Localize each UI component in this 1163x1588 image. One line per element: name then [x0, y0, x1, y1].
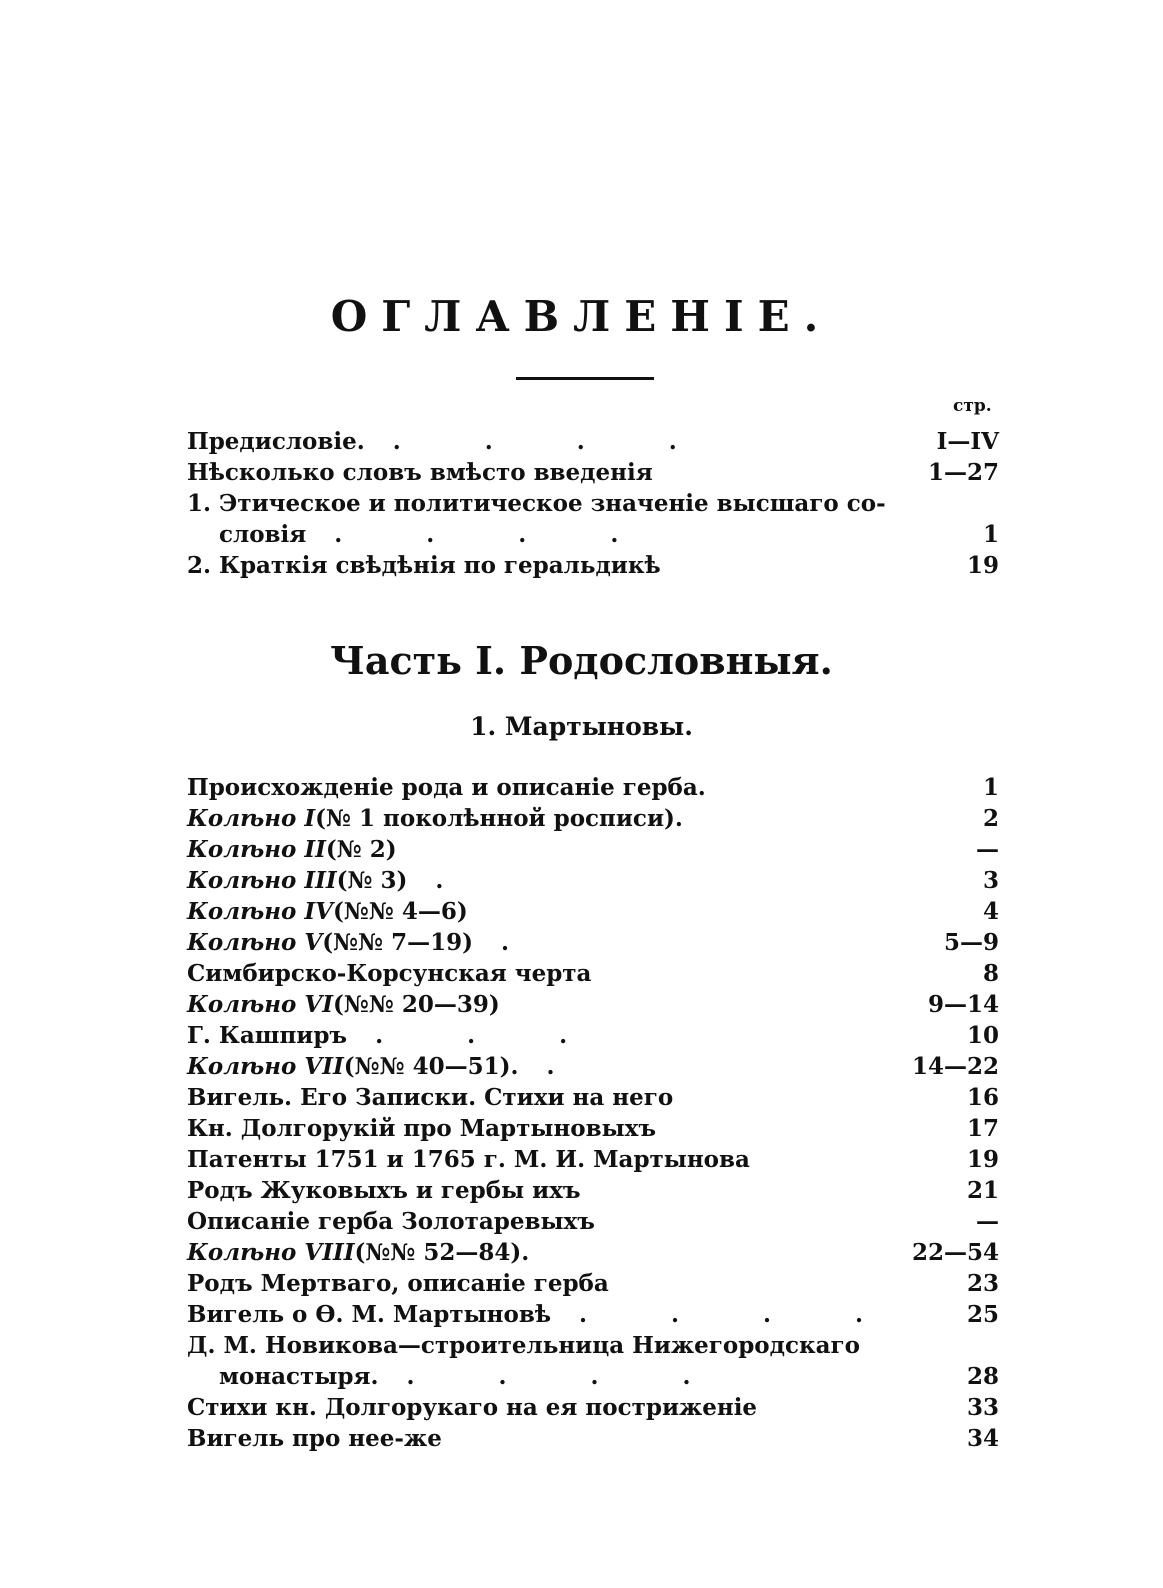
- toc-entry[interactable]: [187, 929, 999, 960]
- leader-dots: . . . .: [406, 1363, 729, 1390]
- page-number: 28: [966, 1363, 999, 1390]
- page-number: 16: [966, 1084, 999, 1111]
- leader-dots: .: [435, 867, 482, 894]
- page-number: 14—22: [911, 1053, 999, 1080]
- entry-title: Вигель про нее-же: [187, 1425, 442, 1452]
- leader-dots: .: [546, 1053, 593, 1080]
- leader-dots: . . .: [375, 1022, 606, 1049]
- page-column-label: стр.: [953, 396, 992, 416]
- toc-entry[interactable]: [187, 836, 999, 867]
- page-number: I—IV: [936, 428, 999, 455]
- page-number: 1: [982, 521, 999, 548]
- entry-title: Родъ Жуковыхъ и гербы ихъ: [187, 1177, 581, 1204]
- page-number: 1: [982, 774, 999, 801]
- entry-title: (№№ 7—19): [322, 929, 473, 956]
- entry-title: 1. Этическое и политическое значеніе высшаго со-: [187, 490, 886, 517]
- entry-title: Предисловіе.: [187, 428, 365, 455]
- section-title: 1. Мартыновы.: [470, 712, 693, 741]
- entry-prefix: Колѣно IV: [187, 898, 333, 925]
- page-number: 25: [966, 1301, 999, 1328]
- toc-entry[interactable]: [187, 867, 999, 898]
- entry-title: словія: [219, 521, 307, 548]
- toc-entry[interactable]: [187, 1301, 999, 1332]
- entry-title: (№№ 4—6): [332, 898, 468, 925]
- page-number: 1—27: [927, 459, 999, 486]
- entry-title: Г. Кашпиръ: [187, 1022, 348, 1049]
- title-divider: [516, 377, 654, 380]
- entry-title: 2. Краткія свѣдѣнія по геральдикѣ: [187, 552, 661, 579]
- entry-title: Вигель. Его Записки. Стихи на него: [187, 1084, 674, 1111]
- leader-dots: . . . .: [392, 428, 715, 455]
- toc-entry[interactable]: [187, 1177, 999, 1208]
- page-number: 5—9: [943, 929, 999, 956]
- toc-entry[interactable]: [187, 1363, 999, 1394]
- toc-entry[interactable]: [187, 1053, 999, 1084]
- page-number: 9—14: [927, 991, 999, 1018]
- entry-title: Д. М. Новикова—строительница Нижегородскаго: [187, 1332, 860, 1359]
- toc-entry[interactable]: [187, 1146, 999, 1177]
- toc-entry[interactable]: [187, 1022, 999, 1053]
- toc-entry[interactable]: [187, 428, 999, 459]
- entry-title: Патенты 1751 и 1765 г. М. И. Мартынова: [187, 1146, 750, 1173]
- entry-title: монастыря.: [219, 1363, 379, 1390]
- entry-title: Вигель о Ѳ. М. Мартыновѣ: [187, 1301, 552, 1328]
- toc-entry[interactable]: [187, 774, 999, 805]
- page-number: 3: [982, 867, 999, 894]
- toc-entry[interactable]: [187, 1270, 999, 1301]
- entry-title: (№ 1 поколѣнной росписи).: [315, 805, 683, 832]
- entry-prefix: Колѣно VII: [187, 1053, 344, 1080]
- part-title: Часть I. Родословныя.: [330, 638, 833, 683]
- toc-entry[interactable]: [187, 1208, 999, 1239]
- entry-title: Происхожденіе рода и описаніе герба.: [187, 774, 706, 801]
- page-number: 33: [966, 1394, 999, 1421]
- toc-entry[interactable]: [187, 1425, 999, 1456]
- entries-list: [187, 774, 999, 1456]
- page-number: —: [976, 836, 999, 863]
- page-number: 23: [966, 1270, 999, 1297]
- page-number: 10: [966, 1022, 999, 1049]
- entry-prefix: Колѣно III: [187, 867, 337, 894]
- toc-entry[interactable]: [187, 898, 999, 929]
- contents-heading: ОГЛАВЛЕНІЕ.: [330, 292, 833, 341]
- page-number: 22—54: [911, 1239, 999, 1266]
- entry-prefix: Колѣно VIII: [187, 1239, 355, 1266]
- toc-entry[interactable]: [187, 805, 999, 836]
- toc-entry[interactable]: [187, 1394, 999, 1425]
- leader-dots: . . . .: [579, 1301, 902, 1328]
- toc-entry[interactable]: [187, 459, 999, 490]
- leader-dots: .: [501, 929, 548, 956]
- entry-title: (№№ 40—51).: [343, 1053, 519, 1080]
- entry-title: Нѣсколько словъ вмѣсто введенія: [187, 459, 653, 486]
- entry-title: (№№ 20—39): [332, 991, 500, 1018]
- entry-prefix: Колѣно VI: [187, 991, 333, 1018]
- toc-entry[interactable]: [187, 1239, 999, 1270]
- page-number: —: [976, 1208, 999, 1235]
- page-number: 4: [982, 898, 999, 925]
- toc-entry[interactable]: [187, 960, 999, 991]
- page-number: 8: [982, 960, 999, 987]
- page-number: 19: [966, 552, 999, 579]
- entry-prefix: Колѣно V: [187, 929, 323, 956]
- page-number: 34: [966, 1425, 999, 1452]
- leader-dots: . . . .: [334, 521, 657, 548]
- toc-entry[interactable]: [187, 1084, 999, 1115]
- entry-title: (№ 2): [325, 836, 397, 863]
- entry-title: Симбирско-Корсунская черта: [187, 960, 592, 987]
- entry-title: Описаніе герба Золотаревыхъ: [187, 1208, 595, 1235]
- entry-title: Родъ Мертваго, описаніе герба: [187, 1270, 609, 1297]
- entry-prefix: Колѣно II: [187, 836, 326, 863]
- toc-entry[interactable]: [187, 521, 999, 552]
- entry-title: Стихи кн. Долгорукаго на ея постриженіе: [187, 1394, 758, 1421]
- page-number: 2: [982, 805, 999, 832]
- toc-entry[interactable]: [187, 1115, 999, 1146]
- entry-title: Кн. Долгорукій про Мартыновыхъ: [187, 1115, 657, 1142]
- toc-entry[interactable]: [187, 552, 999, 583]
- intro-list: [187, 428, 999, 583]
- toc-entry[interactable]: [187, 1332, 999, 1363]
- page-number: 17: [966, 1115, 999, 1142]
- entry-prefix: Колѣно I: [187, 805, 316, 832]
- entry-title: (№№ 52—84).: [354, 1239, 530, 1266]
- toc-entry[interactable]: [187, 490, 999, 521]
- page-number: 21: [966, 1177, 999, 1204]
- page-number: 19: [966, 1146, 999, 1173]
- entry-title: (№ 3): [336, 867, 408, 894]
- toc-entry[interactable]: [187, 991, 999, 1022]
